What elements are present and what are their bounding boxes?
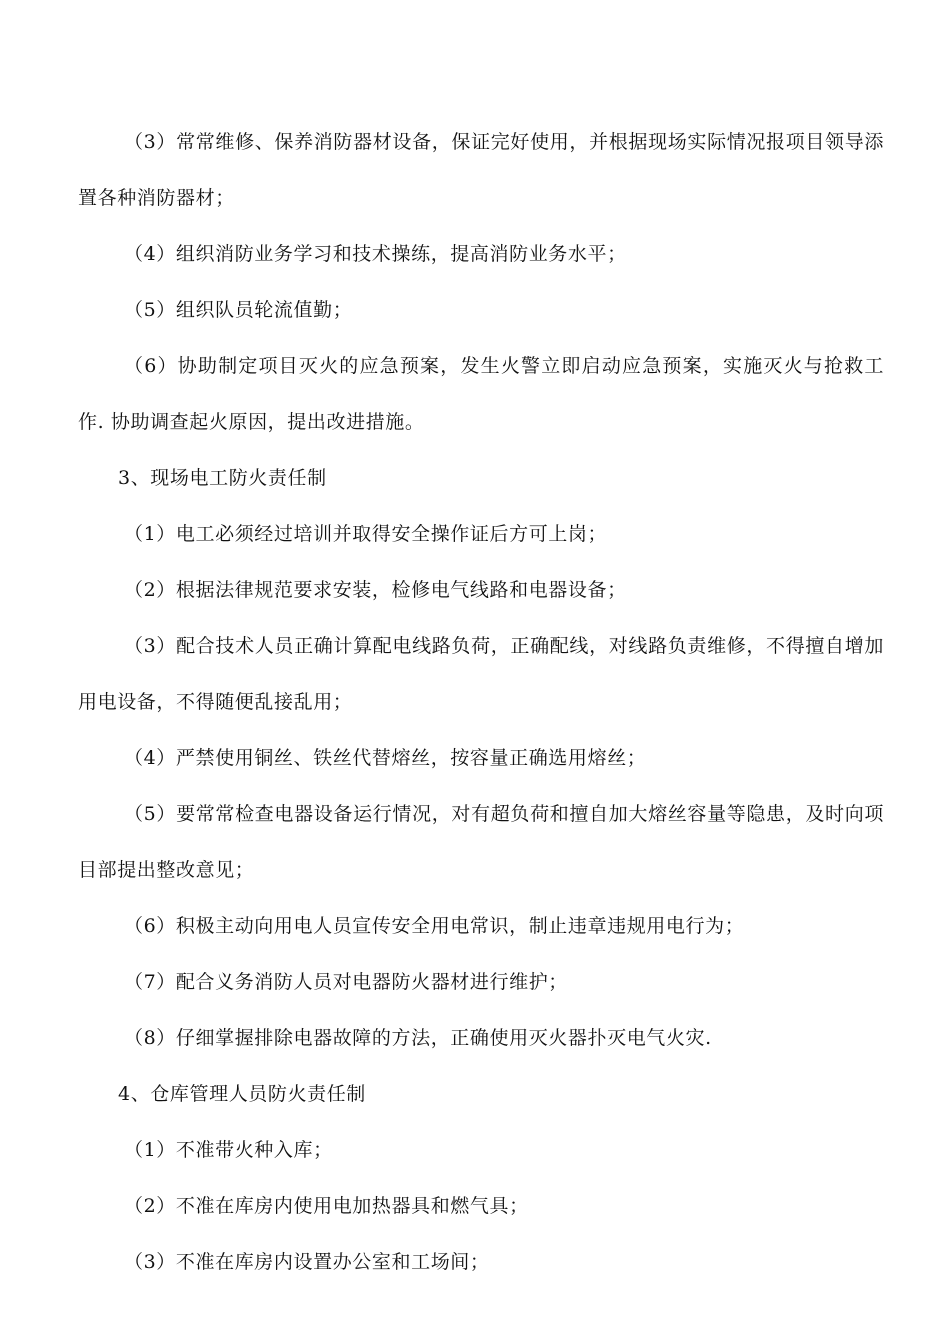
paragraph-item-1: （1）电工必须经过培训并取得安全操作证后方可上岗； [124,523,608,545]
paragraph-item-3: （3）配合技术人员正确计算配电线路负荷，正确配线，对线路负责维修，不得擅自增加用电设备，不得随便乱接乱用； [78,635,884,713]
paragraph-item-2: （2）根据法律规范要求安装，检修电气线路和电器设备； [124,579,627,601]
paragraph-item-6: （6）积极主动向用电人员宣传安全用电常识，制止违章违规用电行为； [124,915,745,937]
section-heading-warehouse: 4、仓库管理人员防火责任制 [118,1083,366,1105]
paragraph-item-4: （4）严禁使用铜丝、铁丝代替熔丝，按容量正确选用熔丝； [124,747,647,769]
paragraph-item-3: （3）不准在库房内设置办公室和工场间； [124,1251,490,1273]
paragraph-item-6: （6）协助制定项目灭火的应急预案，发生火警立即启动应急预案，实施灭火与抢救工作. 协助调查起火原因，提出改进措施。 [78,355,884,433]
paragraph-item-5: （5）要常常检查电器设备运行情况，对有超负荷和擅自加大熔丝容量等隐患，及时向项目部提出整改意见； [78,803,884,881]
document-page [78,114,884,1290]
paragraph-item-3: （3）常常维修、保养消防器材设备，保证完好使用，并根据现场实际情况报项目领导添置各种消防器材； [78,131,884,209]
section-heading-electrician: 3、现场电工防火责任制 [118,467,327,489]
paragraph-item-7: （7）配合义务消防人员对电器防火器材进行维护； [124,971,568,993]
paragraph-item-8: （8）仔细掌握排除电器故障的方法，正确使用灭火器扑灭电气火灾. [124,1027,712,1049]
paragraph-item-4: （4）组织消防业务学习和技术操练，提高消防业务水平； [124,243,627,265]
paragraph-item-2: （2）不准在库房内使用电加热器具和燃气具； [124,1195,529,1217]
paragraph-item-5: （5）组织队员轮流值勤； [124,299,353,321]
paragraph-item-1: （1）不准带火种入库； [124,1139,333,1161]
